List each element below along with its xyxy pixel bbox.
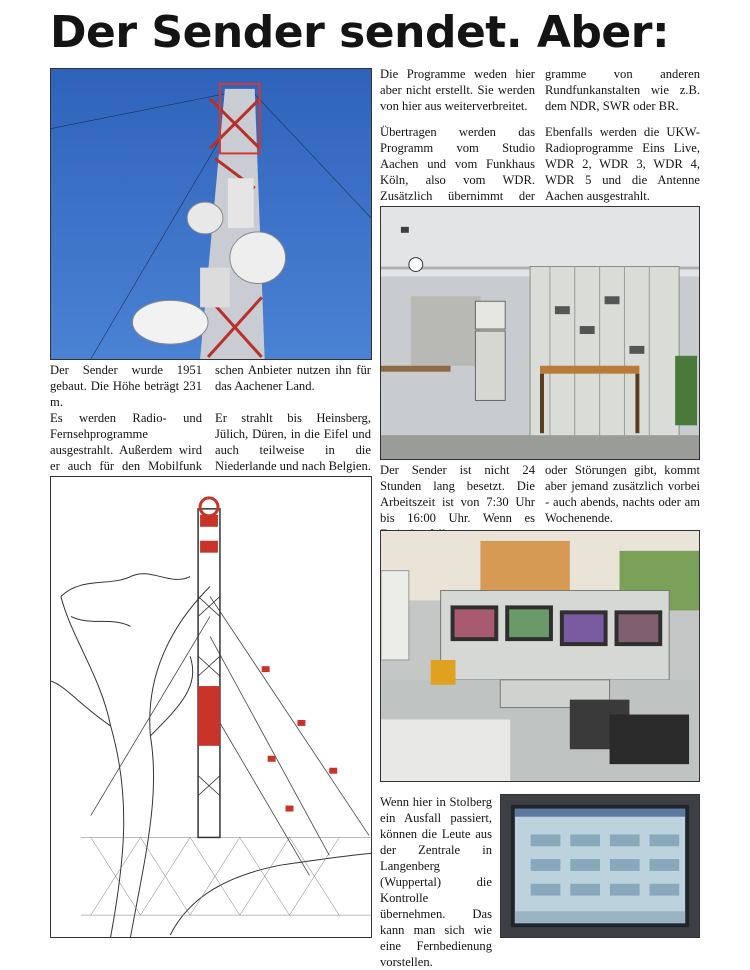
caption-staffed-left: Der Sender ist nicht 24 Stunden lang besetzt. Die Arbeitszeit ist von 7:30 Uhr bis 16:00 Uhr. Wenn es — [380, 463, 535, 525]
control-desk-photo — [380, 530, 700, 782]
caption-staffed-right: oder Störungen gibt, kommt aber jemand zusätzlich vorbei - auch abends, nachts oder am Wochenende. — [545, 463, 700, 525]
equipment-room-photo — [380, 206, 700, 460]
caption-programs-right: gramme von anderen Rundfunkanstalten wie z.B. dem NDR, SWR oder BR. — [545, 67, 700, 113]
tower-photo — [50, 68, 372, 360]
caption-studio-left: Übertragen werden das Programm vom Studio Aachen und vom Funkhaus Köln, also vom WDR. Zusätzlich übernimmt der — [380, 125, 535, 203]
caption-remote: Wenn hier in Stolberg ein Ausfall passiert, können die Leute aus der Zentrale in Langenberg (Wuppertal) die Kontrolle übernehmen. Das kann man sich wie eine Fernbedienung vorstellen. — [380, 795, 492, 969]
mast-drawing — [50, 476, 372, 938]
caption-tower-left: Der Sender wurde 1951 gebaut. Die Höhe beträgt 231 m. — [50, 363, 202, 409]
remote-monitor-photo — [500, 794, 700, 938]
caption-programs-left: Die Programme weden hier aber nicht erstellt. Sie werden von hier aus weiterverbreitet. — [380, 67, 535, 113]
caption-broadcast-right: Er strahlt bis Heinsberg, Jülich, Düren, in die Eifel und auch teilweise in die Niederlande und nach Belgien. — [215, 411, 371, 473]
caption-broadcast-left: Es werden Radio- und Fernsehprogramme ausgestrahlt. Außerdem wird er auch für den Mobilfunk — [50, 411, 202, 473]
caption-studio-right: Ebenfalls werden die UKW-Radioprogramme Eins Live, WDR 2, WDR 3, WDR 4, WDR 5 und die Antenne Aachen ausgestrahlt. — [545, 125, 700, 203]
headline: Der Sender sendet. Aber: — [50, 7, 670, 58]
caption-tower-right: schen Anbieter nutzen ihn für das Aachener Land. — [215, 363, 371, 393]
